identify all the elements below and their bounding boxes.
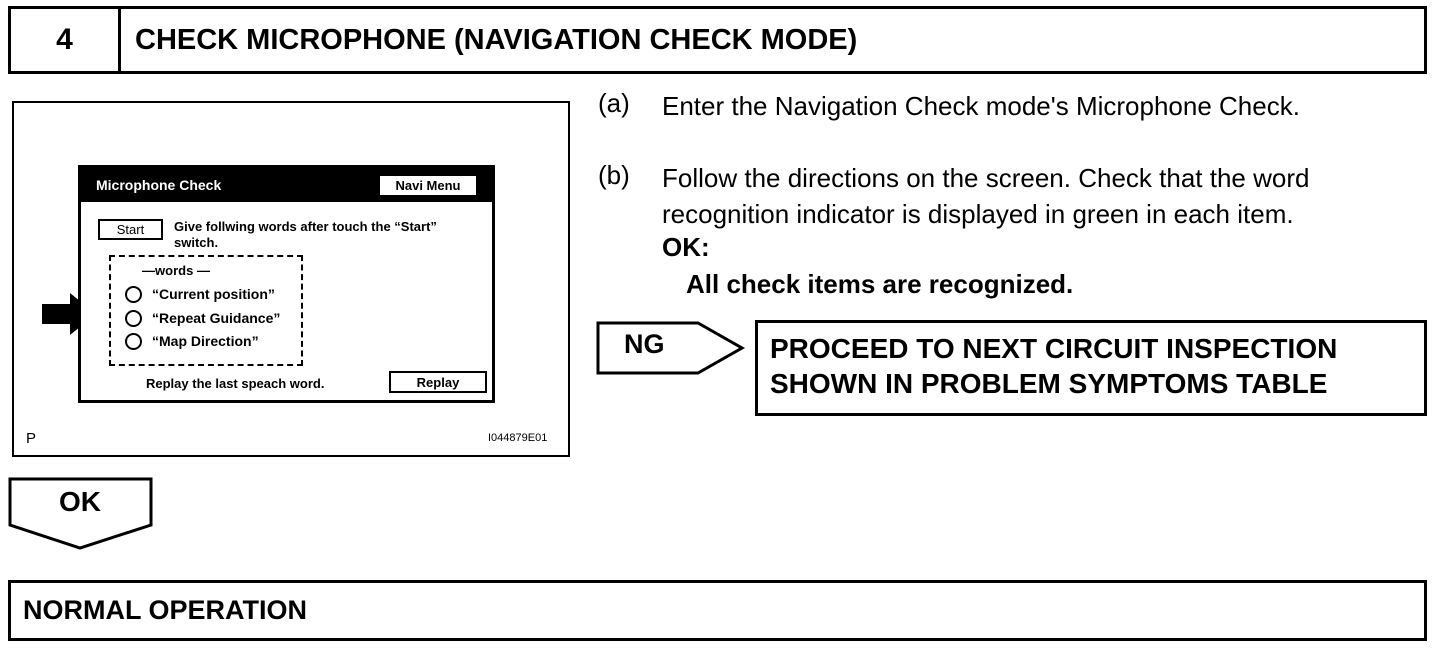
words-heading: —words — — [142, 263, 210, 278]
recognition-indicator-icon — [125, 310, 142, 327]
figure-code: I044879E01 — [488, 432, 548, 444]
ng-action-box — [755, 320, 1427, 416]
replay-text: Replay the last speach word. — [146, 376, 325, 391]
navi-menu-button[interactable]: Navi Menu — [379, 175, 477, 196]
word-item — [125, 284, 275, 304]
step-b-text — [662, 160, 1309, 232]
word-item — [125, 331, 259, 351]
recognition-indicator-icon — [125, 333, 142, 350]
ng-arrow-icon — [596, 321, 746, 375]
screen-title: Microphone Check — [96, 177, 222, 193]
ng-label: NG — [624, 329, 665, 359]
ng-action-line-1: PROCEED TO NEXT CIRCUIT INSPECTION — [770, 333, 1338, 364]
word-label: “Current position” — [152, 286, 275, 302]
word-item — [125, 308, 280, 328]
step-title: CHECK MICROPHONE (NAVIGATION CHECK MODE) — [135, 23, 858, 56]
step-b-line-2: recognition indicator is displayed in green in each item. — [662, 199, 1294, 229]
ok-flow-label: OK — [59, 486, 101, 517]
instruction-line-1: Give follwing words after touch the “Start” — [174, 219, 437, 234]
result-box: NORMAL OPERATION — [8, 580, 1427, 641]
ng-action-line-2: SHOWN IN PROBLEM SYMPTOMS TABLE — [770, 368, 1328, 399]
step-header — [8, 6, 1427, 74]
instruction-text — [174, 219, 494, 251]
step-a-text: Enter the Navigation Check mode's Microphone Check. — [662, 91, 1300, 121]
word-label: “Repeat Guidance” — [152, 310, 281, 326]
screen-titlebar — [81, 168, 492, 202]
word-label: “Map Direction” — [152, 333, 259, 349]
step-a-label: (a) — [598, 88, 630, 118]
illustration-frame — [12, 101, 570, 457]
step-b-line-1: Follow the directions on the screen. Check that the word — [662, 163, 1310, 193]
recognition-indicator-icon — [125, 286, 142, 303]
ok-criteria-label: OK: — [662, 232, 710, 262]
words-box — [109, 255, 303, 366]
corner-letter: P — [26, 430, 37, 447]
step-b-label: (b) — [598, 160, 630, 190]
start-button[interactable]: Start — [98, 219, 163, 240]
step-number: 4 — [11, 9, 121, 71]
microphone-check-screen — [78, 165, 495, 403]
replay-button[interactable]: Replay — [389, 371, 487, 393]
instruction-line-2: switch. — [174, 235, 219, 250]
ok-criteria-detail: All check items are recognized. — [686, 269, 1074, 299]
